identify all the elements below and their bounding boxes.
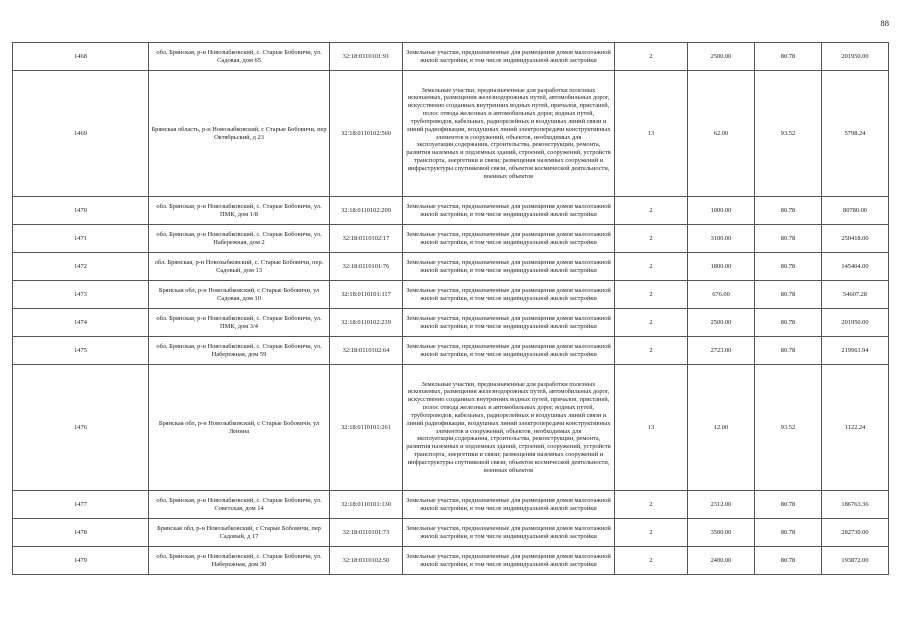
value-cell: 201950.00 (822, 43, 889, 71)
cadastral-number-cell: 32:18:0110101:117 (330, 281, 403, 309)
page-number: 88 (880, 18, 889, 28)
cadastral-number-cell: 32:18:0110101:76 (330, 253, 403, 281)
value-cell: 145404.00 (822, 253, 889, 281)
cadastral-number-cell: 32:18:0110101:261 (330, 365, 403, 491)
row-number: 1477 (13, 491, 149, 519)
group-cell: 2 (615, 309, 688, 337)
address-cell: обл. Брянская, р-н Новозыбковский, с. Старые Бобовичи, ул. ПМК, дом 1/8 (149, 197, 330, 225)
row-number: 1479 (13, 547, 149, 575)
group-cell: 2 (615, 337, 688, 365)
value-cell: 193872.00 (822, 547, 889, 575)
area-cell: 2500.00 (688, 43, 755, 71)
table-row (13, 519, 889, 547)
value-cell: 282730.00 (822, 519, 889, 547)
area-cell: 2500.00 (688, 309, 755, 337)
land-use-cell: Земельные участки, предназначенные для размещения домов малоэтажной жилой застройки, в том числе индивидуальной жилой застройки (403, 43, 615, 71)
rate-cell: 80.78 (755, 225, 822, 253)
group-cell: 2 (615, 281, 688, 309)
rate-cell: 93.52 (755, 71, 822, 197)
address-cell: обл. Брянская, р-н Новозыбковский, с. Старые Бобовичи, ул. Советская, дом 14 (149, 491, 330, 519)
table-row (13, 547, 889, 575)
value-cell: 250418.00 (822, 225, 889, 253)
area-cell: 2312.00 (688, 491, 755, 519)
area-cell: 62.00 (688, 71, 755, 197)
group-cell: 2 (615, 43, 688, 71)
row-number: 1468 (13, 43, 149, 71)
cadastral-value-table (12, 42, 889, 575)
rate-cell: 80.78 (755, 337, 822, 365)
value-cell: 186763.36 (822, 491, 889, 519)
area-cell: 1800.00 (688, 253, 755, 281)
address-cell: обл. Брянская, р-н Новозыбковский, с. Старые Бобовичи, ул. Набережная, дом 59 (149, 337, 330, 365)
area-cell: 2400.00 (688, 547, 755, 575)
table-row (13, 337, 889, 365)
table-row (13, 225, 889, 253)
row-number: 1476 (13, 365, 149, 491)
cadastral-number-cell: 32:18:0110102:239 (330, 309, 403, 337)
land-use-cell: Земельные участки, предназначенные для размещения домов малоэтажной жилой застройки, в том числе индивидуальной жилой застройки (403, 309, 615, 337)
table-row (13, 309, 889, 337)
area-cell: 3100.00 (688, 225, 755, 253)
cadastral-number-cell: 32:18:0110102:209 (330, 197, 403, 225)
table-row (13, 71, 889, 197)
table-row (13, 281, 889, 309)
group-cell: 13 (615, 71, 688, 197)
land-use-cell: Земельные участки, предназначенные для размещения домов малоэтажной жилой застройки, в том числе индивидуальной жилой застройки (403, 225, 615, 253)
rate-cell: 80.78 (755, 491, 822, 519)
row-number: 1473 (13, 281, 149, 309)
value-cell: 219963.94 (822, 337, 889, 365)
value-cell: 1122.24 (822, 365, 889, 491)
cadastral-number-cell: 32:18:0110102:17 (330, 225, 403, 253)
value-cell: 80780.00 (822, 197, 889, 225)
group-cell: 2 (615, 491, 688, 519)
address-cell: Брянская обл, р-н Новозыбковский, с Старые Бобовичи, ул Садовая, дом 10 (149, 281, 330, 309)
cadastral-number-cell: 32:18:0110101:73 (330, 519, 403, 547)
rate-cell: 80.78 (755, 197, 822, 225)
row-number: 1475 (13, 337, 149, 365)
table-row (13, 253, 889, 281)
row-number: 1470 (13, 197, 149, 225)
table-row (13, 365, 889, 491)
group-cell: 13 (615, 365, 688, 491)
value-cell: 54607.28 (822, 281, 889, 309)
land-use-cell: Земельные участки, предназначенные для размещения домов малоэтажной жилой застройки, в том числе индивидуальной жилой застройки (403, 197, 615, 225)
cadastral-number-cell: 32:18:0110101:91 (330, 43, 403, 71)
value-cell: 201950.00 (822, 309, 889, 337)
row-number: 1471 (13, 225, 149, 253)
address-cell: Брянская область, р-н Новозыбковский, с Старые Бобовичи, пер Октябрьский, д 23 (149, 71, 330, 197)
table-row (13, 197, 889, 225)
area-cell: 12.00 (688, 365, 755, 491)
group-cell: 2 (615, 547, 688, 575)
row-number: 1474 (13, 309, 149, 337)
land-use-cell: Земельные участки, предназначенные для размещения домов малоэтажной жилой застройки, в том числе индивидуальной жилой застройки (403, 281, 615, 309)
address-cell: обл. Брянская, р-н Новозыбковский, с. Старые Бобовичи, ул. Садовая, дом 65 (149, 43, 330, 71)
row-number: 1478 (13, 519, 149, 547)
land-use-cell: Земельные участки, предназначенные для разработки полезных ископаемых, размещения железнодорожных путей, автомобильных дорог, искусственно созданных внутренних водных путей, причалов, пристаней, полос отвода железных и автомобильных дорог, водных путей, трубопроводов, кабельных, радиорелейных и воздушных линий связи и линий радиофикации, воздушных линий электропередачи конструктивных элементов и сооружений, объектов, необходимых для эксплуатации,содержания, строительства, реконструкции, ремонта, развития наземных и подземных зданий, строений, сооружений, устройств транспорта, энергетики и связи; размещения наземных сооружений и инфраструктуры спутниковой связи, объектов космической деятельности, военных объектов (403, 365, 615, 491)
table-body (13, 43, 889, 575)
address-cell: обл. Брянская, р-н Новозыбковский, с. Старые Бобовичи, ул. ПМК, дом 3/4 (149, 309, 330, 337)
land-use-cell: Земельные участки, предназначенные для размещения домов малоэтажной жилой застройки, в том числе индивидуальной жилой застройки (403, 337, 615, 365)
rate-cell: 80.78 (755, 253, 822, 281)
land-use-cell: Земельные участки, предназначенные для размещения домов малоэтажной жилой застройки, в том числе индивидуальной жилой застройки (403, 519, 615, 547)
row-number: 1469 (13, 71, 149, 197)
land-use-cell: Земельные участки, предназначенные для размещения домов малоэтажной жилой застройки, в том числе индивидуальной жилой застройки (403, 253, 615, 281)
table-row (13, 43, 889, 71)
group-cell: 2 (615, 197, 688, 225)
group-cell: 2 (615, 519, 688, 547)
rate-cell: 80.78 (755, 309, 822, 337)
land-use-cell: Земельные участки, предназначенные для размещения домов малоэтажной жилой застройки, в том числе индивидуальной жилой застройки (403, 491, 615, 519)
address-cell: Брянская обл, р-н Новозыбковский, с Старые Бобовичи, ул Ленина (149, 365, 330, 491)
area-cell: 676.00 (688, 281, 755, 309)
area-cell: 2723.00 (688, 337, 755, 365)
row-number: 1472 (13, 253, 149, 281)
address-cell: обл. Брянская, р-н Новозыбковский, с. Старые Бобовичи, пер. Садовый, дом 13 (149, 253, 330, 281)
area-cell: 1000.00 (688, 197, 755, 225)
address-cell: обл. Брянская, р-н Новозыбковский, с. Старые Бобовичи, ул. Набережная, дом 2 (149, 225, 330, 253)
address-cell: Брянская обл, р-н Новозыбковский, с Старые Бобовичи, пер Садовый, д 17 (149, 519, 330, 547)
value-cell: 5798.24 (822, 71, 889, 197)
rate-cell: 80.78 (755, 547, 822, 575)
table-row (13, 491, 889, 519)
address-cell: обл. Брянская, р-н Новозыбковский, с. Старые Бобовичи, ул. Набережная, дом 30 (149, 547, 330, 575)
cadastral-number-cell: 32:18:0110102:64 (330, 337, 403, 365)
land-use-cell: Земельные участки, предназначенные для разработки полезных ископаемых, размещения железнодорожных путей, автомобильных дорог, искусственно созданных внутренних водных путей, причалов, пристаней, полос отвода железных и автомобильных дорог, водных путей, трубопроводов, кабельных, радиорелейных и воздушных линий связи и линий радиофикации, воздушных линий электропередачи конструктивных элементов и сооружений, объектов, необходимых для эксплуатации,содержания, строительства, реконструкции, ремонта, развития наземных и подземных зданий, строений, сооружений, устройств транспорта, энергетики и связи; размещения наземных сооружений и инфраструктуры спутниковой связи, объектов космической деятельности, военных объектов (403, 71, 615, 197)
land-use-cell: Земельные участки, предназначенные для размещения домов малоэтажной жилой застройки, в том числе индивидуальной жилой застройки (403, 547, 615, 575)
cadastral-number-cell: 32:18:0110102:50 (330, 547, 403, 575)
group-cell: 2 (615, 225, 688, 253)
cadastral-number-cell: 32:18:0110102:560 (330, 71, 403, 197)
rate-cell: 80.78 (755, 43, 822, 71)
rate-cell: 80.78 (755, 519, 822, 547)
group-cell: 2 (615, 253, 688, 281)
area-cell: 3500.00 (688, 519, 755, 547)
rate-cell: 93.52 (755, 365, 822, 491)
cadastral-number-cell: 32:18:0110101:130 (330, 491, 403, 519)
rate-cell: 80.78 (755, 281, 822, 309)
